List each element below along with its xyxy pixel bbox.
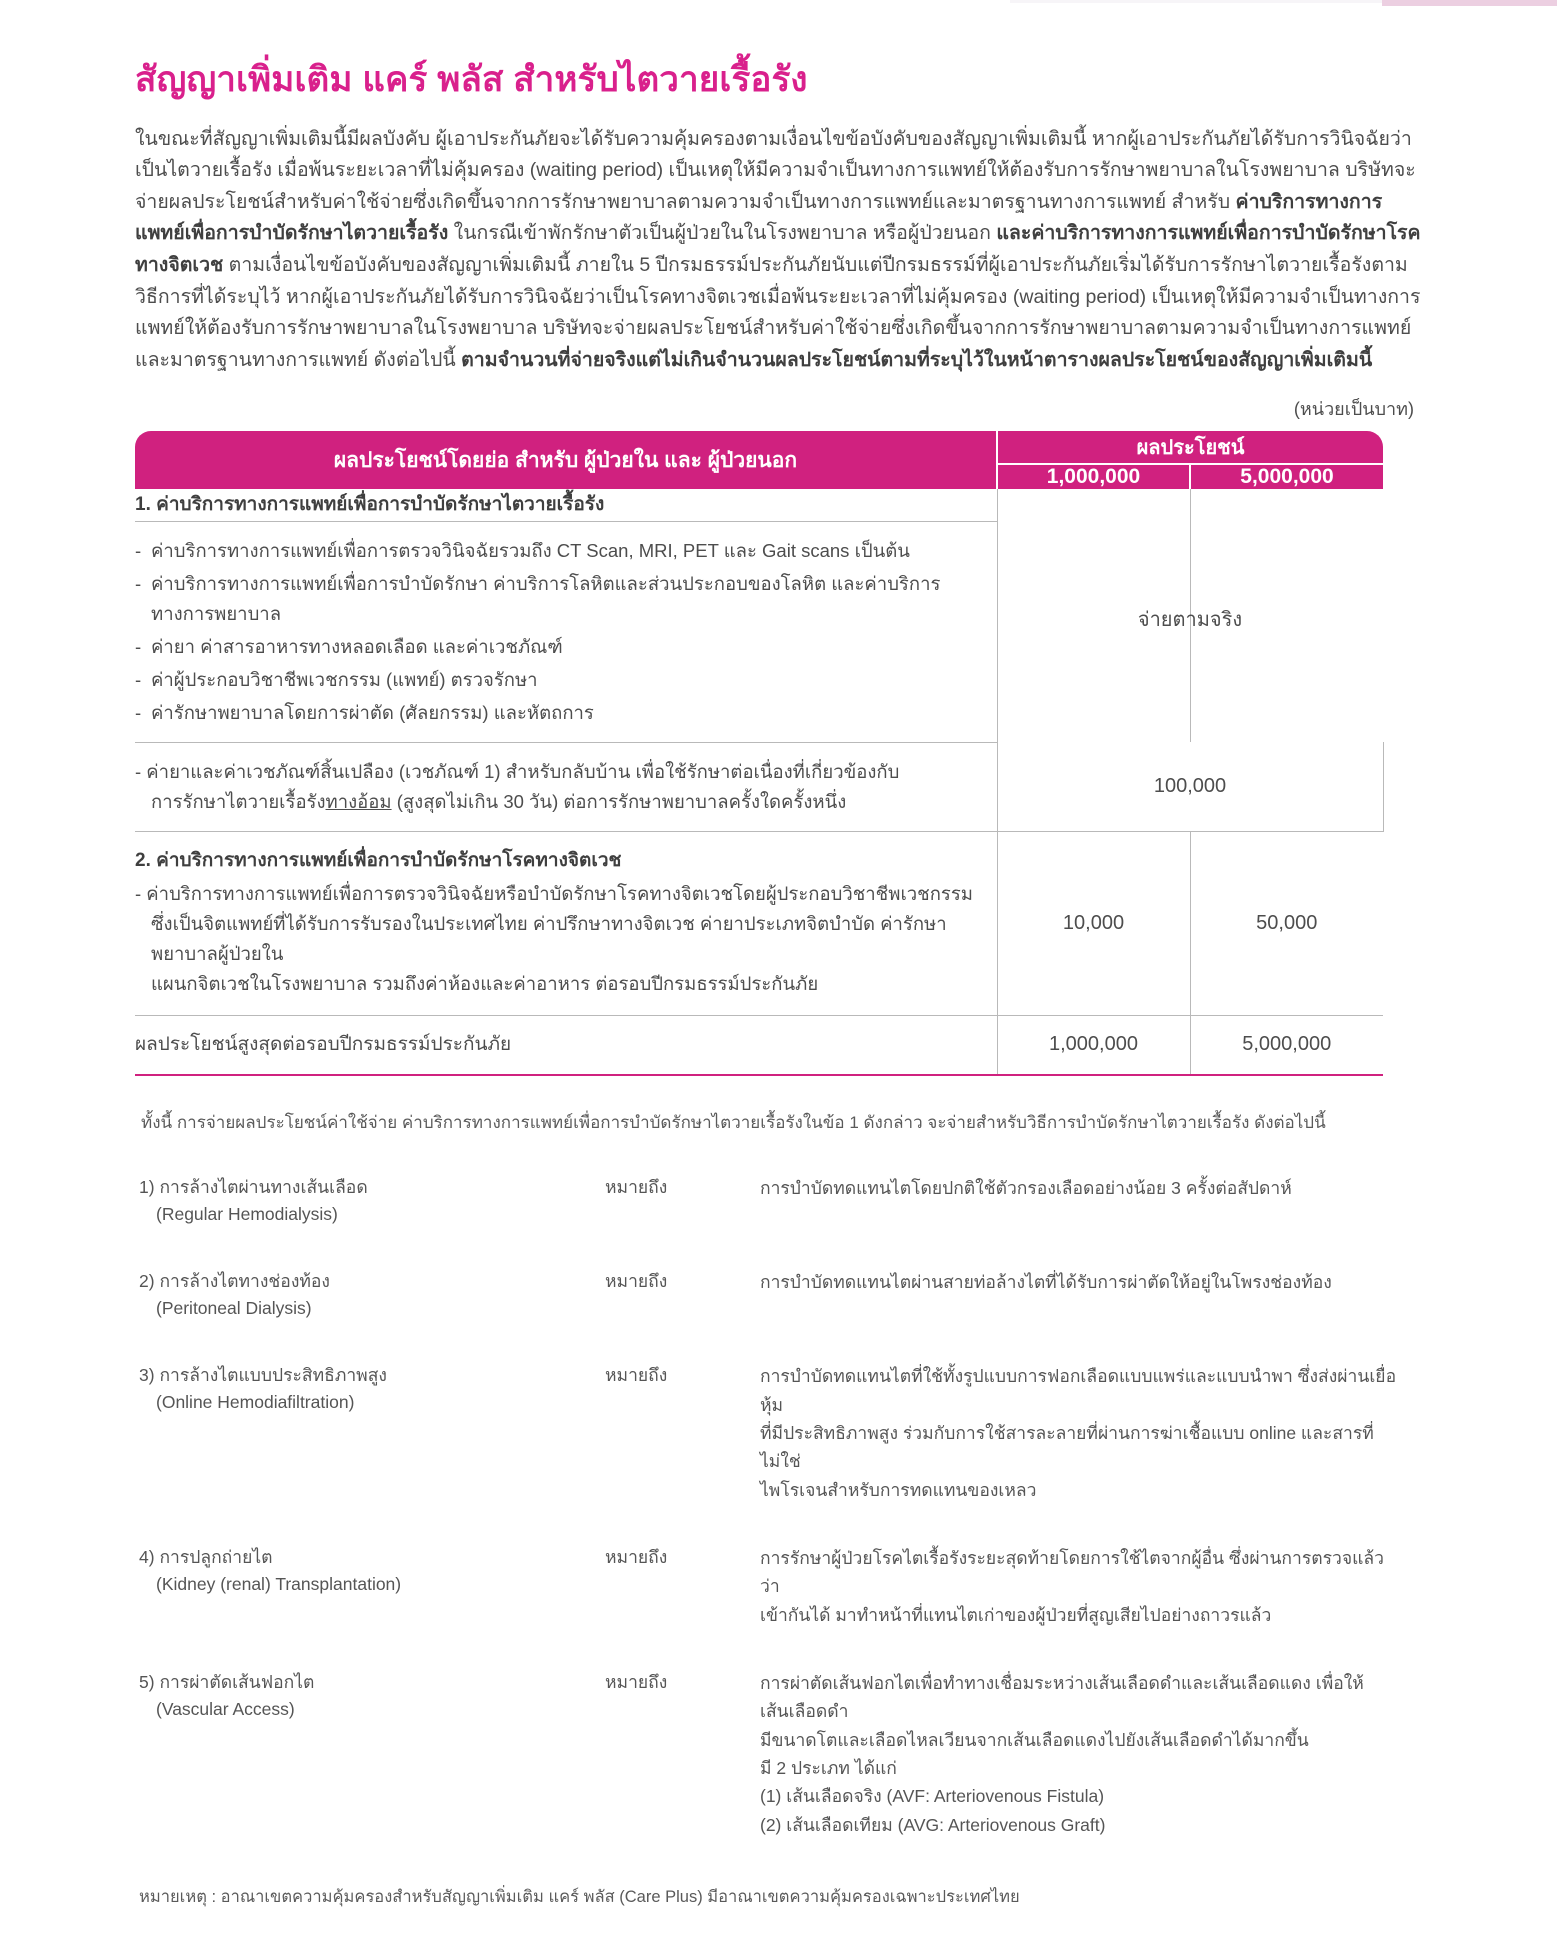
intro-bold-1: ค่าบริการทางการแพทย์เพื่อการบำบัดรักษาไตวายเรื้อรัง [135,190,1383,245]
table-header-plan-1000000: 1,000,000 [997,464,1190,489]
total-label: ผลประโยชน์สูงสุดต่อรอบปีกรมธรรม์ประกันภัย [135,1015,997,1075]
definition-desc-line: การบำบัดทดแทนไตโดยปกติใช้ตัวกรองเลือดอย่างน้อย 3 ครั้งต่อสัปดาห์ [760,1177,1292,1198]
top-decoration-pink-bar [1382,0,1557,6]
intro-segment-3: ตามเงื่อนไขข้อบังคับของสัญญาเพิ่มเติมนี้ ภายใน 5 ปีกรมธรรม์ประกันภัยนับแต่ปีกรมธรรม์ที่ผู้เอาประกันภัยเริ่มได้รับการรักษาไตวายเรื้อรังตามวิธีการที่ได้ระบุไว้ หากผู้เอาประกันภัยได้รับการวินิจฉัยว่าเป็นโรคทางจิตเวชเมื่อพ้นระยะเวลาที่ไม่คุ้มครอง (waiting period) เป็นเหตุให้มีความจำเป็นทางการแพทย์ให้ต้องรับการรักษาพยาบาลในโรงพยาบาล บริษัทจะจ่ายผลประโยชน์สำหรับค่าใช้จ่ายซึ่งเกิดขึ้นจากการรักษาพยาบาลตามความจำเป็นทางการแพทย์และมาตรฐานทางการแพทย์ ดังต่อไปนี้ [135,254,1421,371]
definition-means-label-4: หมายถึง [605,1547,668,1568]
definition-term-en-4: (Kidney (renal) Transplantation) [156,1574,402,1595]
intro-segment-1: ในขณะที่สัญญาเพิ่มเติมนี้มีผลบังคับ ผู้เอาประกันภัยจะได้รับความคุ้มครองตามเงื่อนไขข้อบังคับของสัญญาเพิ่มเติมนี้ หากผู้เอาประกันภัยได้รับการวินิจฉัยว่าเป็นไตวายเรื้อรัง เมื่อพ้นระยะเวลาที่ไม่คุ้มครอง (waiting period) เป็นเหตุให้มีความจำเป็นทางการแพทย์ให้ต้องรับการรักษาพยาบาลในโรงพยาบาล บริษัทจะจ่ายผลประโยชน์สำหรับค่าใช้จ่ายซึ่งเกิดขึ้นจากการรักษาพยาบาลตามความจำเป็นทางการแพทย์และมาตรฐานทางการแพทย์ สำหรับ [135,127,1416,213]
section1-title: 1. ค่าบริการทางการแพทย์เพื่อการบำบัดรักษาไตวายเรื้อรัง [135,494,605,516]
take-home-line2-part2: (สูงสุดไม่เกิน 30 วัน) ต่อการรักษาพยาบาลครั้งใดครั้งหนึ่ง [391,790,847,812]
definition-description-2 [760,1268,1400,1296]
definition-desc-line: การรักษาผู้ป่วยโรคไตเรื้อรังระยะสุดท้ายโดยการใช้ไตจากผู้อื่น ซึ่งผ่านการตรวจแล้วว่า [760,1548,1384,1597]
total-value-plan1: 1,000,000 [997,1015,1190,1075]
section2-item-line-3: แผนกจิตเวชในโรงพยาบาล รวมถึงค่าห้องและค่าอาหาร ต่อรอบปีกรมธรรม์ประกันภัย [151,972,819,994]
definition-term-th-4: การปลูกถ่ายไต [159,1547,273,1568]
definitions-list [135,1174,1400,1839]
definition-term-2 [135,1268,605,1322]
section2-value-plan2: 50,000 [1190,831,1383,1015]
section2-title: 2. ค่าบริการทางการแพทย์เพื่อการบำบัดรักษาโรคทางจิตเวช [135,849,622,871]
definition-row-1 [135,1174,1400,1228]
definition-number-4: 4) [139,1547,155,1568]
definition-row-5 [135,1669,1400,1839]
list-item: - ค่าบริการทางการแพทย์เพื่อการตรวจวินิจฉัยรวมถึง CT Scan, MRI, PET และ Gait scans เป็นต้น [135,536,997,566]
definition-row-3 [135,1362,1400,1504]
definition-desc-line: (2) เส้นเลือดเทียม (AVG: Arteriovenous Graft) [760,1814,1106,1835]
definition-means-label-3: หมายถึง [605,1365,668,1386]
take-home-underlined-word: ทางอ้อม [325,790,392,812]
section2-value-plan1: 10,000 [997,831,1190,1015]
intro-bold-2: และค่าบริการทางการแพทย์เพื่อการบำบัดรักษาโรคทางจิตเวช [135,222,1421,277]
benefits-table [135,431,1384,1076]
definition-desc-line: เข้ากันได้ มาทำหน้าที่แทนไตเก่าของผู้ป่วยที่สูญเสียไปอย่างถาวรแล้ว [760,1604,1272,1625]
table-header-plan-5000000: 5,000,000 [1190,464,1383,489]
total-value-plan2: 5,000,000 [1190,1015,1383,1075]
take-home-value: 100,000 [997,742,1383,831]
page-title: สัญญาเพิ่มเติม แคร์ พลัส สำหรับไตวายเรื้อรัง [135,60,808,99]
list-item: - ค่าผู้ประกอบวิชาชีพเวชกรรม (แพทย์) ตรวจรักษา [135,665,997,695]
definition-description-3 [760,1362,1400,1504]
section1-item-list [135,536,997,728]
definition-desc-line: การบำบัดทดแทนไตที่ใช้ทั้งรูปแบบการฟอกเลือดแบบแพร่และแบบนำพา ซึ่งส่งผ่านเยื่อหุ้ม [760,1366,1397,1415]
section2-item-line-1: - ค่าบริการทางการแพทย์เพื่อการตรวจวินิจฉัยหรือบำบัดรักษาโรคทางจิตเวชโดยผู้ประกอบวิชาชีพเวชกรรม [135,882,973,904]
list-item: - ค่ายา ค่าสารอาหารทางหลอดเลือด และค่าเวชภัณฑ์ [135,632,997,662]
definition-row-2 [135,1268,1400,1322]
definition-term-th-3: การล้างไตแบบประสิทธิภาพสูง [159,1365,387,1386]
definition-means-label-5: หมายถึง [605,1672,668,1693]
definition-number-2: 2) [139,1271,155,1292]
definition-means-label-1: หมายถึง [605,1176,668,1197]
unit-note: (หน่วยเป็นบาท) [1293,399,1414,420]
table-row-section1-title [135,489,1383,521]
take-home-line-2 [135,787,997,817]
definition-desc-line: การบำบัดทดแทนไตผ่านสายท่อล้างไตที่ได้รับการผ่าตัดให้อยู่ในโพรงช่องท้อง [760,1272,1332,1293]
take-home-line-1: - ค่ายาและค่าเวชภัณฑ์สิ้นเปลือง (เวชภัณฑ์ 1) สำหรับกลับบ้าน เพื่อใช้รักษาต่อเนื่องที่เกี่ยวข้องกับ [135,760,900,782]
definition-term-th-5: การผ่าตัดเส้นฟอกไต [159,1672,315,1693]
definition-term-1 [135,1174,605,1228]
table-row-section2 [135,831,1383,1015]
top-decoration-light-bar [1010,0,1382,3]
definition-desc-line: มีขนาดโตและเลือดไหลเวียนจากเส้นเลือดแดงไปยังเส้นเลือดดำได้มากขึ้น [760,1729,1309,1750]
section1-value: จ่ายตามจริง [1137,608,1243,631]
definition-term-en-3: (Online Hemodiafiltration) [156,1392,355,1413]
table-header-benefits-summary: ผลประโยชน์โดยย่อ สำหรับ ผู้ป่วยใน และ ผู้ป่วยนอก [135,431,997,489]
take-home-line2-part1: การรักษาไตวายเรื้อรัง [151,790,326,812]
definition-means-label-2: หมายถึง [605,1271,668,1292]
table-row-total [135,1015,1383,1075]
definition-number-1: 1) [139,1176,155,1197]
definition-description-4 [760,1544,1400,1629]
table-row-take-home-medicine [135,742,1383,831]
definition-term-en-5: (Vascular Access) [156,1699,295,1720]
after-table-note: ทั้งนี้ การจ่ายผลประโยชน์ค่าใช้จ่าย ค่าบริการทางการแพทย์เพื่อการบำบัดรักษาไตวายเรื้อรังในข้อ 1 ดังกล่าว จะจ่ายสำหรับวิธีการบำบัดรักษาไตวายเรื้อรัง ดังต่อไปนี้ [141,1113,1326,1133]
definition-term-3 [135,1362,605,1416]
definition-row-4 [135,1544,1400,1629]
table-header-row-1 [135,431,1383,464]
definition-description-1 [760,1174,1400,1202]
footnote: หมายเหตุ : อาณาเขตความคุ้มครองสำหรับสัญญาเพิ่มเติม แคร์ พลัส (Care Plus) มีอาณาเขตความคุ้มครองเฉพาะประเทศไทย [139,1888,1020,1907]
intro-bold-3: ตามจำนวนที่จ่ายจริงแต่ไม่เกินจำนวนผลประโยชน์ตามที่ระบุไว้ในหน้าตารางผลประโยชน์ของสัญญาเพิ่มเติมนี้ [461,348,1373,371]
definition-term-5 [135,1669,605,1723]
intro-segment-2: ในกรณีเข้าพักรักษาตัวเป็นผู้ป่วยในในโรงพยาบาล หรือผู้ป่วยนอก [448,222,997,245]
definition-term-en-2: (Peritoneal Dialysis) [156,1298,312,1319]
list-item: - ค่าบริการทางการแพทย์เพื่อการบำบัดรักษา ค่าบริการโลหิตและส่วนประกอบของโลหิต และค่าบริการทางการพยาบาล [135,569,997,629]
definition-desc-line: (1) เส้นเลือดจริง (AVF: Arteriovenous Fistula) [760,1786,1105,1807]
definition-term-th-1: การล้างไตผ่านทางเส้นเลือด [159,1176,368,1197]
definition-term-th-2: การล้างไตทางช่องท้อง [159,1271,330,1292]
definition-desc-line: ไพโรเจนสำหรับการทดแทนของเหลว [760,1479,1037,1500]
definition-description-5 [760,1669,1400,1839]
definition-number-3: 3) [139,1365,155,1386]
definition-term-4 [135,1544,605,1598]
definition-desc-line: มี 2 ประเภท ได้แก่ [760,1758,897,1779]
definition-desc-line: การผ่าตัดเส้นฟอกไตเพื่อทำทางเชื่อมระหว่างเส้นเลือดดำและเส้นเลือดแดง เพื่อให้เส้นเลือดดำ [760,1673,1364,1722]
definition-number-5: 5) [139,1672,155,1693]
definition-desc-line: ที่มีประสิทธิภาพสูง ร่วมกับการใช้สารละลายที่ผ่านการฆ่าเชื้อแบบ online และสารที่ไม่ใช่ [760,1422,1374,1472]
table-header-benefit-group: ผลประโยชน์ [997,431,1383,464]
list-item: - ค่ารักษาพยาบาลโดยการผ่าตัด (ศัลยกรรม) และหัตถการ [135,698,997,728]
intro-paragraph [135,124,1422,377]
definition-term-en-1: (Regular Hemodialysis) [156,1203,338,1224]
section2-item-line-2: ซึ่งเป็นจิตแพทย์ที่ได้รับการรับรองในประเทศไทย ค่าปรึกษาทางจิตเวช ค่ายาประเภทจิตบำบัด ค่ารักษาพยาบาลผู้ป่วยใน [151,912,947,964]
